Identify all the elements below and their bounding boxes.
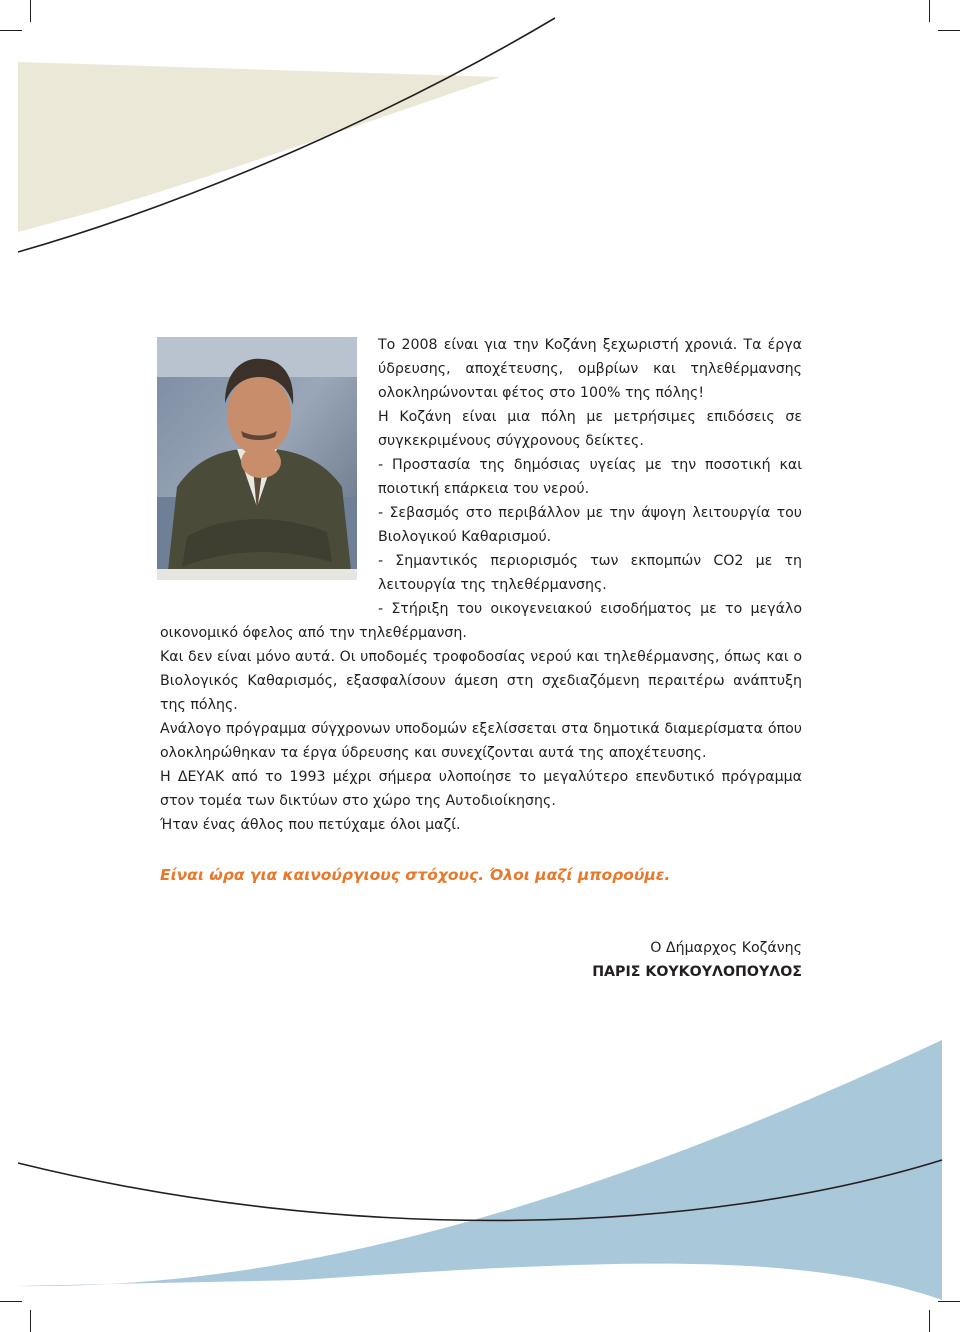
portrait-photo	[157, 337, 357, 580]
emissions-item: - Σημαντικός περιορισμός των εκπομπών CO2 με τη λειτουργία της τηλεθέρμανσης.	[378, 553, 802, 594]
crop-mark	[938, 30, 960, 31]
crop-mark	[0, 30, 22, 31]
portrait-of-the-mayor-icon	[157, 337, 357, 580]
income-support-item-line1: - Στήριξη του οικογενειακού εισοδήματος με το μεγάλο	[378, 601, 802, 617]
slogan: Είναι ώρα για καινούργιους στόχους. Όλοι μαζί μπορούμε.	[160, 866, 671, 884]
environment-item: - Σεβασμός στο περιβάλλον με την άψογη λειτουργία του Βιολογικού Καθαρισμού.	[378, 505, 802, 546]
intro-paragraph-2: Η Κοζάνη είναι μια πόλη με μετρήσιμες επιδόσεις σε συγκεκριμένους σύγχρονους δείκτες.	[378, 409, 802, 450]
body-paragraph-3: Η ΔΕΥΑΚ από το 1993 μέχρι σήμερα υλοποίησε το μεγαλύτερο επενδυτικό πρόγραμμα στον τομέα των δικτύων στο χώρο της Αυτοδιοίκησης.	[160, 769, 802, 810]
crop-mark	[929, 0, 930, 22]
health-protection-item: - Προστασία της δημόσιας υγείας με την ποσοτική και ποιοτική επάρκεια του νερού.	[378, 457, 802, 498]
blue-wave-shape	[18, 1040, 942, 1300]
crop-mark	[0, 1301, 22, 1302]
income-support-item-line2: οικονομικό όφελος από την τηλεθέρμανση.	[160, 625, 467, 641]
crop-mark	[30, 0, 31, 22]
crop-mark	[30, 1310, 31, 1332]
signature-name: ΠΑΡΙΣ ΚΟΥΚΟΥΛΟΠΟΥΛΟΣ	[592, 964, 802, 980]
body-paragraph-2: Ανάλογο πρόγραμμα σύγχρονων υποδομών εξελίσσεται στα δημοτικά διαμερίσματα όπου ολοκληρώθηκαν τα έργα ύδρευσης και συνεχίζονται αυτά της αποχέτευσης.	[160, 721, 802, 762]
body-paragraph-1: Και δεν είναι μόνο αυτά. Οι υποδομές τροφοδοσίας νερού και τηλεθέρμανσης, όπως και ο Βιολογικός Καθαρισμός, εξασφαλίσουν άμεση στη σχεδιαζόμενη περαιτέρω ανάπτυξη της πόλης.	[160, 649, 802, 714]
signature-title: Ο Δήμαρχος Κοζάνης	[650, 940, 802, 956]
crop-mark	[929, 1310, 930, 1332]
intro-paragraph-1: Το 2008 είναι για την Κοζάνη ξεχωριστή χρονιά. Τα έργα ύδρευσης, αποχέτευσης, ομβρίων και τηλεθέρμανσης ολοκληρώνονται φέτος στο 100% της πόλης!	[378, 337, 802, 402]
crop-mark	[938, 1301, 960, 1302]
body-paragraph-4: Ήταν ένας άθλος που πετύχαμε όλοι μαζί.	[160, 817, 461, 833]
